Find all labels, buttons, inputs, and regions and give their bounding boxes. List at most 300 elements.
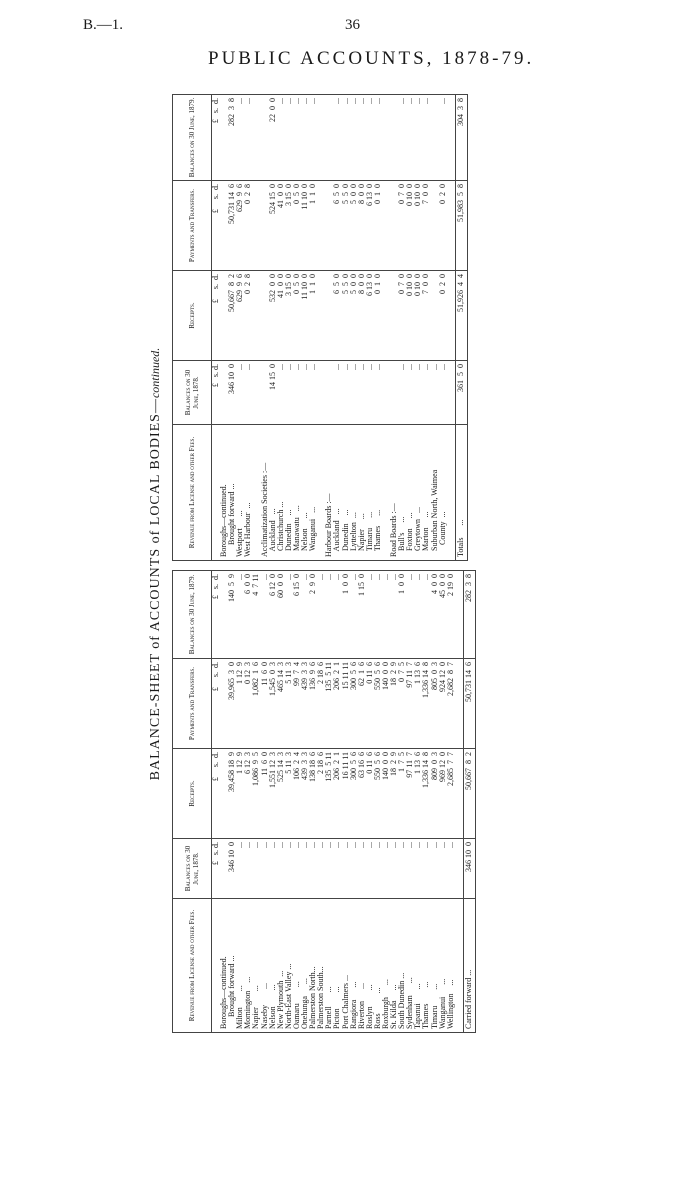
table-row <box>374 571 382 1033</box>
row-label: Picton ... <box>333 899 341 1033</box>
table-row <box>293 95 301 561</box>
cell-balance-1878: ... <box>342 839 350 899</box>
row-label: Lyttelton ... <box>350 425 358 561</box>
total-cell-payments: 51,983 5 8 <box>455 181 467 271</box>
cell-balance-1878: ... <box>293 839 301 899</box>
cell-balance-1878 <box>317 361 325 425</box>
cell-payments: 41 0 0 <box>277 181 285 271</box>
cell-receipts: 525 14 3 <box>277 749 285 839</box>
cell-payments: 3 15 0 <box>285 181 293 271</box>
total-cell-balance-1879: 282 3 8 <box>463 571 475 659</box>
cell-payments: 0 11 6 <box>366 659 374 749</box>
table-row <box>309 95 317 561</box>
row-label: Auckland ... <box>333 425 341 561</box>
cell-receipts: 0 2 8 <box>244 271 252 361</box>
table-row <box>244 95 252 561</box>
cell-balance-1879: ... <box>366 95 374 181</box>
row-label: Bull's ... <box>398 425 406 561</box>
cell-balance-1879: ... <box>309 95 317 181</box>
table-row <box>406 571 414 1033</box>
cell-payments: 5 11 3 <box>285 659 293 749</box>
cell-payments: 924 12 0 <box>439 659 447 749</box>
cell-payments: 1 12 9 <box>236 659 244 749</box>
table-row <box>269 95 277 561</box>
cell-balance-1879: ... <box>285 571 293 659</box>
cell-receipts: 2,685 7 7 <box>447 749 455 839</box>
table-row <box>252 571 260 1033</box>
cell-balance-1879: ... <box>366 571 374 659</box>
row-label: Westport ... <box>236 425 244 561</box>
row-label: Mornington ... <box>244 899 252 1033</box>
cell-balance-1879 <box>455 571 464 659</box>
cell-balance-1878: ... <box>366 361 374 425</box>
cell-balance-1878: ... <box>374 839 382 899</box>
cell-receipts: 0 7 0 <box>398 271 406 361</box>
cell-balance-1879: 1 0 0 <box>398 571 406 659</box>
row-label: Napier ... <box>358 425 366 561</box>
cell-receipts: 11 10 0 <box>301 271 309 361</box>
table-row <box>414 95 422 561</box>
cell-balance-1878: ... <box>301 361 309 425</box>
row-label <box>455 899 464 1033</box>
cell-payments: 0 5 0 <box>293 181 301 271</box>
column-header-revenue: Revenue from License and other Fees. <box>173 899 212 1033</box>
cell-receipts: 18 2 9 <box>390 749 398 839</box>
rotated-balance-sheet <box>148 95 683 1033</box>
row-label: Manawatu ... <box>293 425 301 561</box>
table-row <box>228 95 236 561</box>
cell-balance-1879: ... <box>342 95 350 181</box>
row-label: Wanganui ... <box>439 899 447 1033</box>
cell-balance-1879: ... <box>333 571 341 659</box>
table-row <box>285 95 293 561</box>
row-label: Ross ... <box>374 899 382 1033</box>
total-cell-balance-1878: 346 10 0 <box>463 839 475 899</box>
row-label: County ... <box>439 425 447 561</box>
cell-payments: 6 13 0 <box>366 181 374 271</box>
cell-payments: 0 2 8 <box>244 181 252 271</box>
cell-receipts: 550 5 6 <box>374 749 382 839</box>
cell-receipts: 300 5 6 <box>350 749 358 839</box>
cell-payments: 0 7 5 <box>398 659 406 749</box>
cell-receipts: 63 16 6 <box>358 749 366 839</box>
row-label: Wanganui ... <box>309 425 317 561</box>
table-row <box>358 571 366 1033</box>
column-header-receipts: Receipts. <box>173 749 212 839</box>
cell-balance-1879: 2 9 0 <box>309 571 317 659</box>
cell-balance-1879: ... <box>350 571 358 659</box>
cell-receipts: 809 0 3 <box>431 749 439 839</box>
cell-balance-1878: ... <box>422 839 430 899</box>
cell-payments: 550 5 6 <box>374 659 382 749</box>
table-row <box>317 571 325 1033</box>
row-label: Palmerston North... <box>309 899 317 1033</box>
cell-balance-1878: ... <box>277 361 285 425</box>
cell-receipts: 629 9 6 <box>236 271 244 361</box>
table-row <box>366 571 374 1033</box>
cell-balance-1878: ... <box>398 361 406 425</box>
cell-receipts <box>455 749 464 839</box>
table-row <box>277 95 285 561</box>
cell-balance-1878: ... <box>285 839 293 899</box>
page-title: PUBLIC ACCOUNTS, 1878-79. <box>208 48 535 69</box>
cell-payments: 439 3 3 <box>301 659 309 749</box>
cell-balance-1878 <box>390 361 398 425</box>
total-row <box>455 95 467 561</box>
cell-balance-1878 <box>455 839 464 899</box>
cell-balance-1878: ... <box>236 839 244 899</box>
cell-balance-1879: ... <box>422 95 430 181</box>
row-label: Thames ... <box>422 899 430 1033</box>
cell-balance-1879: 6 15 0 <box>293 571 301 659</box>
cell-balance-1878: ... <box>406 839 414 899</box>
row-label: Naseby ... <box>261 899 269 1033</box>
cell-balance-1878 <box>252 361 260 425</box>
table-row <box>317 95 325 561</box>
row-label: Dunedin ... <box>285 425 293 561</box>
total-row <box>463 571 475 1033</box>
cell-balance-1878: ... <box>285 361 293 425</box>
cell-balance-1878: 346 10 0 <box>228 361 236 425</box>
cell-receipts: 41 0 0 <box>277 271 285 361</box>
cell-balance-1879: ... <box>374 95 382 181</box>
table-row <box>455 571 464 1033</box>
cell-payments: £ s. d. <box>212 181 221 271</box>
cell-balance-1879: ... <box>398 95 406 181</box>
cell-payments: 97 11 7 <box>406 659 414 749</box>
row-label: Auckland ... <box>269 425 277 561</box>
cell-balance-1878: ... <box>382 839 390 899</box>
cell-payments: 2 18 6 <box>317 659 325 749</box>
cell-receipts: 0 2 0 <box>439 271 447 361</box>
cell-balance-1879: 4 0 0 <box>431 571 439 659</box>
document-reference: B.—1. <box>83 17 124 33</box>
cell-balance-1879: ... <box>236 571 244 659</box>
cell-balance-1878: ... <box>398 839 406 899</box>
row-label: Christchurch ... <box>277 425 285 561</box>
cell-payments: 2,682 8 7 <box>447 659 455 749</box>
row-label: Milton ... <box>236 899 244 1033</box>
table-row <box>309 571 317 1033</box>
cell-receipts: 8 0 0 <box>358 271 366 361</box>
cell-balance-1878: ... <box>325 839 333 899</box>
cell-balance-1879: 45 0 0 <box>439 571 447 659</box>
cell-balance-1878: ... <box>390 839 398 899</box>
table-row <box>269 571 277 1033</box>
cell-balance-1878: ... <box>244 839 252 899</box>
row-label: North-East Valley ... <box>285 899 293 1033</box>
cell-receipts: 532 0 0 <box>269 271 277 361</box>
cell-payments: 5 0 0 <box>350 181 358 271</box>
cell-balance-1879: 6 0 0 <box>244 571 252 659</box>
row-label: Brought forward ... <box>228 425 236 561</box>
column-header-balance-1879: Balances on 30 June, 1879. <box>173 571 212 659</box>
cell-balance-1878: ... <box>244 361 252 425</box>
cell-balance-1878: ... <box>414 839 422 899</box>
cell-balance-1878: ... <box>309 839 317 899</box>
cell-balance-1879: ... <box>333 95 341 181</box>
cell-payments: 206 2 1 <box>333 659 341 749</box>
table-row <box>244 571 252 1033</box>
cell-balance-1878: ... <box>422 361 430 425</box>
table-row <box>439 571 447 1033</box>
table-row <box>236 95 244 561</box>
cell-balance-1878: ... <box>358 361 366 425</box>
cell-balance-1879: 60 0 0 <box>277 571 285 659</box>
cell-payments: 136 9 6 <box>309 659 317 749</box>
cell-balance-1879: ... <box>293 95 301 181</box>
cell-balance-1879 <box>382 95 390 181</box>
cell-balance-1879: ... <box>358 95 366 181</box>
cell-payments: 62 1 6 <box>358 659 366 749</box>
cell-receipts: 5 0 0 <box>350 271 358 361</box>
cell-balance-1879: ... <box>244 95 252 181</box>
cell-payments: 300 5 6 <box>350 659 358 749</box>
cell-receipts <box>252 271 260 361</box>
cell-balance-1879: ... <box>374 571 382 659</box>
table-row <box>414 571 422 1033</box>
table-row <box>285 571 293 1033</box>
cell-payments: 0 7 0 <box>398 181 406 271</box>
row-label: Wellington ... <box>447 899 455 1033</box>
cell-payments: 465 14 3 <box>277 659 285 749</box>
cell-balance-1879: ... <box>406 95 414 181</box>
cell-receipts: 6 13 0 <box>366 271 374 361</box>
cell-balance-1879: ... <box>317 571 325 659</box>
cell-balance-1879: ... <box>285 95 293 181</box>
cell-receipts: 1 7 5 <box>398 749 406 839</box>
cell-payments: 1,082 1 6 <box>252 659 260 749</box>
table-row <box>382 571 390 1033</box>
row-label: Parnell ... <box>325 899 333 1033</box>
cell-receipts: 1,336 14 8 <box>422 749 430 839</box>
row-label: Nelson ... <box>269 899 277 1033</box>
cell-balance-1878: ... <box>358 839 366 899</box>
cell-balance-1879: ... <box>422 571 430 659</box>
cell-payments: 140 0 0 <box>382 659 390 749</box>
cell-receipts: 1 1 0 <box>309 271 317 361</box>
cell-balance-1878: ... <box>447 839 455 899</box>
left-table-body <box>212 571 476 1033</box>
cell-receipts: 0 11 6 <box>366 749 374 839</box>
row-label: Brought forward ... <box>228 899 236 1033</box>
table-row <box>431 571 439 1033</box>
cell-receipts: 6 12 3 <box>244 749 252 839</box>
cell-balance-1878: ... <box>301 839 309 899</box>
cell-balance-1878: ... <box>439 361 447 425</box>
row-label: St. Kilda ... <box>390 899 398 1033</box>
table-row <box>374 95 382 561</box>
table-row <box>358 95 366 561</box>
cell-balance-1878 <box>382 361 390 425</box>
sheet-title <box>148 95 164 1033</box>
column-header-receipts: Receipts. <box>173 271 212 361</box>
column-header-revenue: Revenue from License and other Fees. <box>173 425 212 561</box>
column-header-balance-1878: Balances on 30 June, 1878. <box>173 361 212 425</box>
cell-balance-1879 <box>317 95 325 181</box>
cell-balance-1878: ... <box>309 361 317 425</box>
cell-balance-1878: 346 10 0 <box>228 839 236 899</box>
cell-balance-1878: £ s. d. <box>212 839 221 899</box>
table-row <box>398 571 406 1033</box>
cell-balance-1878: ... <box>333 839 341 899</box>
row-label: Boroughs—continued. <box>220 425 228 561</box>
cell-receipts: 7 0 0 <box>422 271 430 361</box>
cell-balance-1878: ... <box>350 361 358 425</box>
cell-balance-1879: ... <box>277 95 285 181</box>
cell-receipts: 0 10 0 <box>406 271 414 361</box>
cell-receipts: 0 10 0 <box>414 271 422 361</box>
cell-payments: 15 11 11 <box>342 659 350 749</box>
cell-payments: 11 6 0 <box>261 659 269 749</box>
cell-receipts: 50,667 8 2 <box>228 271 236 361</box>
cell-payments <box>455 659 464 749</box>
page-number: 36 <box>345 17 360 33</box>
column-header-balance-1879: Balances on 30 June, 1879. <box>173 95 212 181</box>
row-label: Napier ... <box>252 899 260 1033</box>
table-row <box>431 95 439 561</box>
cell-payments: 7 0 0 <box>422 181 430 271</box>
cell-balance-1878: ... <box>431 361 439 425</box>
cell-payments: 8 0 0 <box>358 181 366 271</box>
table-row <box>422 571 430 1033</box>
cell-payments: 6 5 0 <box>333 181 341 271</box>
cell-payments: 0 2 0 <box>439 181 447 271</box>
cell-balance-1879: ... <box>325 571 333 659</box>
cell-balance-1879: 2 19 0 <box>447 571 455 659</box>
cell-payments: 524 15 0 <box>269 181 277 271</box>
cell-balance-1878: ... <box>317 839 325 899</box>
row-label: Timaru ... <box>431 899 439 1033</box>
row-label: West Harbour ... <box>244 425 252 561</box>
cell-payments: 11 10 0 <box>301 181 309 271</box>
row-label: Roslyn ... <box>366 899 374 1033</box>
row-label: Oamaru ... <box>293 899 301 1033</box>
sheet-title-suffix: continued. <box>148 347 162 399</box>
cell-payments: 1,336 14 8 <box>422 659 430 749</box>
cell-balance-1878: ... <box>439 839 447 899</box>
cell-payments <box>252 181 260 271</box>
row-label: Roxburgh ... <box>382 899 390 1033</box>
cell-payments: 0 10 0 <box>414 181 422 271</box>
table-row <box>325 571 333 1033</box>
right-accounts-table <box>172 94 468 561</box>
cell-balance-1878: ... <box>414 361 422 425</box>
total-cell-receipts: 51,926 4 4 <box>455 271 467 361</box>
cell-balance-1878: ... <box>252 839 260 899</box>
left-accounts-table <box>172 570 476 1033</box>
cell-balance-1879: ... <box>414 95 422 181</box>
cell-balance-1879: ... <box>301 95 309 181</box>
cell-balance-1878: ... <box>374 361 382 425</box>
cell-balance-1878: 14 15 0 <box>269 361 277 425</box>
cell-balance-1879: ... <box>414 571 422 659</box>
cell-receipts: 1 13 6 <box>414 749 422 839</box>
column-header-balance-1878: Balances on 30 June, 1878. <box>173 839 212 899</box>
cell-balance-1878 <box>447 361 456 425</box>
cell-balance-1879: ... <box>382 571 390 659</box>
cell-balance-1878: £ s. d. <box>212 361 221 425</box>
cell-payments: 5 5 0 <box>342 181 350 271</box>
row-label: Marton ... <box>422 425 430 561</box>
cell-balance-1878: ... <box>269 839 277 899</box>
cell-balance-1879 <box>431 95 439 181</box>
cell-receipts: 0 1 0 <box>374 271 382 361</box>
cell-payments: 805 0 3 <box>431 659 439 749</box>
cell-balance-1878: ... <box>261 839 269 899</box>
sheet-title-text: BALANCE-SHEET of ACCOUNTS of LOCAL BODIES— <box>148 398 163 781</box>
cell-payments: 135 5 11 <box>325 659 333 749</box>
cell-balance-1879: ... <box>390 571 398 659</box>
cell-balance-1879: ... <box>236 95 244 181</box>
table-row <box>406 95 414 561</box>
row-label: Rangiora ... <box>350 899 358 1033</box>
table-row <box>447 95 456 561</box>
row-label: Acclimatization Societies :— <box>261 425 269 561</box>
cell-payments: 629 9 6 <box>236 181 244 271</box>
row-label: Onehunga ... <box>301 899 309 1033</box>
cell-balance-1879: ... <box>406 571 414 659</box>
cell-receipts: 206 2 1 <box>333 749 341 839</box>
table-row <box>261 571 269 1033</box>
table-row <box>390 95 398 561</box>
row-label: Riverton ... <box>358 899 366 1033</box>
table-header-row <box>173 571 212 1033</box>
row-label: Road Boards :— <box>390 425 398 561</box>
cell-receipts: 138 18 6 <box>309 749 317 839</box>
table-row <box>293 571 301 1033</box>
column-header-payments: Payments and Transfers. <box>173 181 212 271</box>
cell-receipts: 2 18 6 <box>317 749 325 839</box>
cell-balance-1878: ... <box>277 839 285 899</box>
cell-balance-1879: ... <box>439 95 447 181</box>
cell-receipts: 5 5 0 <box>342 271 350 361</box>
cell-receipts: 11 6 0 <box>261 749 269 839</box>
row-label: Greytown ... <box>414 425 422 561</box>
cell-payments: 99 7 4 <box>293 659 301 749</box>
row-label: New Plymouth ... <box>277 899 285 1033</box>
cell-receipts <box>382 271 390 361</box>
row-label: Timaru ... <box>366 425 374 561</box>
cell-balance-1879: 282 3 8 <box>228 95 236 181</box>
table-row <box>301 571 309 1033</box>
table-row <box>398 95 406 561</box>
cell-balance-1878: ... <box>366 839 374 899</box>
table-row <box>447 571 455 1033</box>
table-row <box>261 95 269 561</box>
cell-balance-1879: 6 12 0 <box>269 571 277 659</box>
cell-balance-1878: ... <box>431 839 439 899</box>
row-label: Nelson ... <box>301 425 309 561</box>
total-row-label: Totals ... <box>455 425 467 561</box>
cell-receipts: 140 0 0 <box>382 749 390 839</box>
cell-balance-1879 <box>390 95 398 181</box>
cell-receipts: 1,086 9 5 <box>252 749 260 839</box>
cell-receipts: 1 12 9 <box>236 749 244 839</box>
table-row <box>366 95 374 561</box>
row-label: Tapanui ... <box>414 899 422 1033</box>
cell-receipts <box>317 271 325 361</box>
table-row <box>390 571 398 1033</box>
cell-balance-1879: ... <box>301 571 309 659</box>
table-row <box>333 95 341 561</box>
cell-receipts: 6 5 0 <box>333 271 341 361</box>
cell-receipts: 1,551 12 3 <box>269 749 277 839</box>
total-cell-balance-1879: 304 3 8 <box>455 95 467 181</box>
row-label: Dunedin ... <box>342 425 350 561</box>
table-header-row <box>173 95 212 561</box>
total-row-label: Carried forward ... <box>463 899 475 1033</box>
